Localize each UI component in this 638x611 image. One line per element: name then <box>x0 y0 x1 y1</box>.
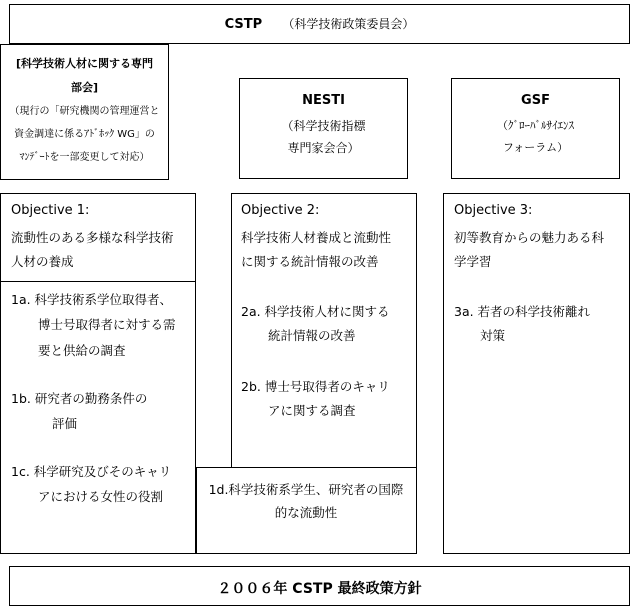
gsf-code: GSF <box>521 93 550 108</box>
objective3-desc-2: 学学習 <box>454 254 492 269</box>
subcommittee-note-3: ﾏﾝﾃﾞｰﾄを一部変更して対応） <box>19 152 150 163</box>
gsf-name-2: フォーラム） <box>502 141 569 154</box>
item-2a-line1: 2a. 科学技術人材に関する <box>241 304 390 319</box>
subcommittee-note-1: （現行の「研究機関の管理運営と <box>9 106 160 117</box>
nesti-code: NESTI <box>302 93 345 108</box>
item-2a-line2: 統計情報の改善 <box>268 328 356 343</box>
objective3-title: Objective 3: <box>454 203 533 218</box>
subcommittee-title: [科学技術人材に関する専門 <box>15 57 154 70</box>
objective2-desc-2: に関する統計情報の改善 <box>241 254 379 269</box>
nesti-name-2: 専門家会合） <box>287 141 360 155</box>
policy-title: ２００６年 CSTP 最終政策方針 <box>217 581 422 597</box>
item-1c-line2: アにおける女性の役割 <box>38 489 164 504</box>
item-1a-line3: 要と供給の調査 <box>38 343 126 358</box>
item-1a-line1: 1a. 科学技術系学位取得者、 <box>11 292 173 307</box>
item-3a-line1: 3a. 若者の科学技術離れ <box>454 304 591 319</box>
subcommittee-box <box>0 44 169 180</box>
cstp-box <box>9 4 630 44</box>
policy-box <box>9 566 630 606</box>
item-1a-line2: 博士号取得者に対する需 <box>38 317 176 332</box>
item-1d-line2: 的な流動性 <box>274 505 338 520</box>
subcommittee-note-2: 資金調達に係るｱﾄﾞﾎｯｸ WG」の <box>14 129 155 140</box>
item-3a-line2: 対策 <box>480 328 506 343</box>
nesti-name-1: （科学技術指標 <box>281 119 366 133</box>
item-1b-line2: 評価 <box>52 416 78 431</box>
gsf-name-1: （ｸﾞﾛｰﾊﾞﾙｻｲｴﾝｽ <box>497 119 574 132</box>
item-2b-line2: アに関する調査 <box>268 403 356 418</box>
objective1-title: Objective 1: <box>11 203 90 218</box>
item-1b-line1: 1b. 研究者の勤務条件の <box>11 391 148 406</box>
objective1-desc-1: 流動性のある多様な科学技術 <box>11 230 174 245</box>
objective1-desc-2: 人材の養成 <box>11 254 74 269</box>
objective2-desc-1: 科学技術人材養成と流動性 <box>241 230 392 245</box>
item-1d-line1: 1d.科学技術系学生、研究者の国際 <box>208 482 404 497</box>
subcommittee-title-cont: 部会] <box>70 81 99 94</box>
shared-1d-box <box>196 467 417 554</box>
item-1c-line1: 1c. 科学研究及びそのキャリ <box>11 464 172 479</box>
objective3-desc-1: 初等教育からの魅力ある科 <box>454 230 605 245</box>
objective2-title: Objective 2: <box>241 203 320 218</box>
cstp-name: （科学技術政策委員会） <box>282 17 415 31</box>
nesti-box <box>239 78 408 179</box>
cstp-code: CSTP <box>224 17 263 32</box>
item-2b-line1: 2b. 博士号取得者のキャリ <box>241 379 390 394</box>
gsf-box <box>451 78 620 179</box>
